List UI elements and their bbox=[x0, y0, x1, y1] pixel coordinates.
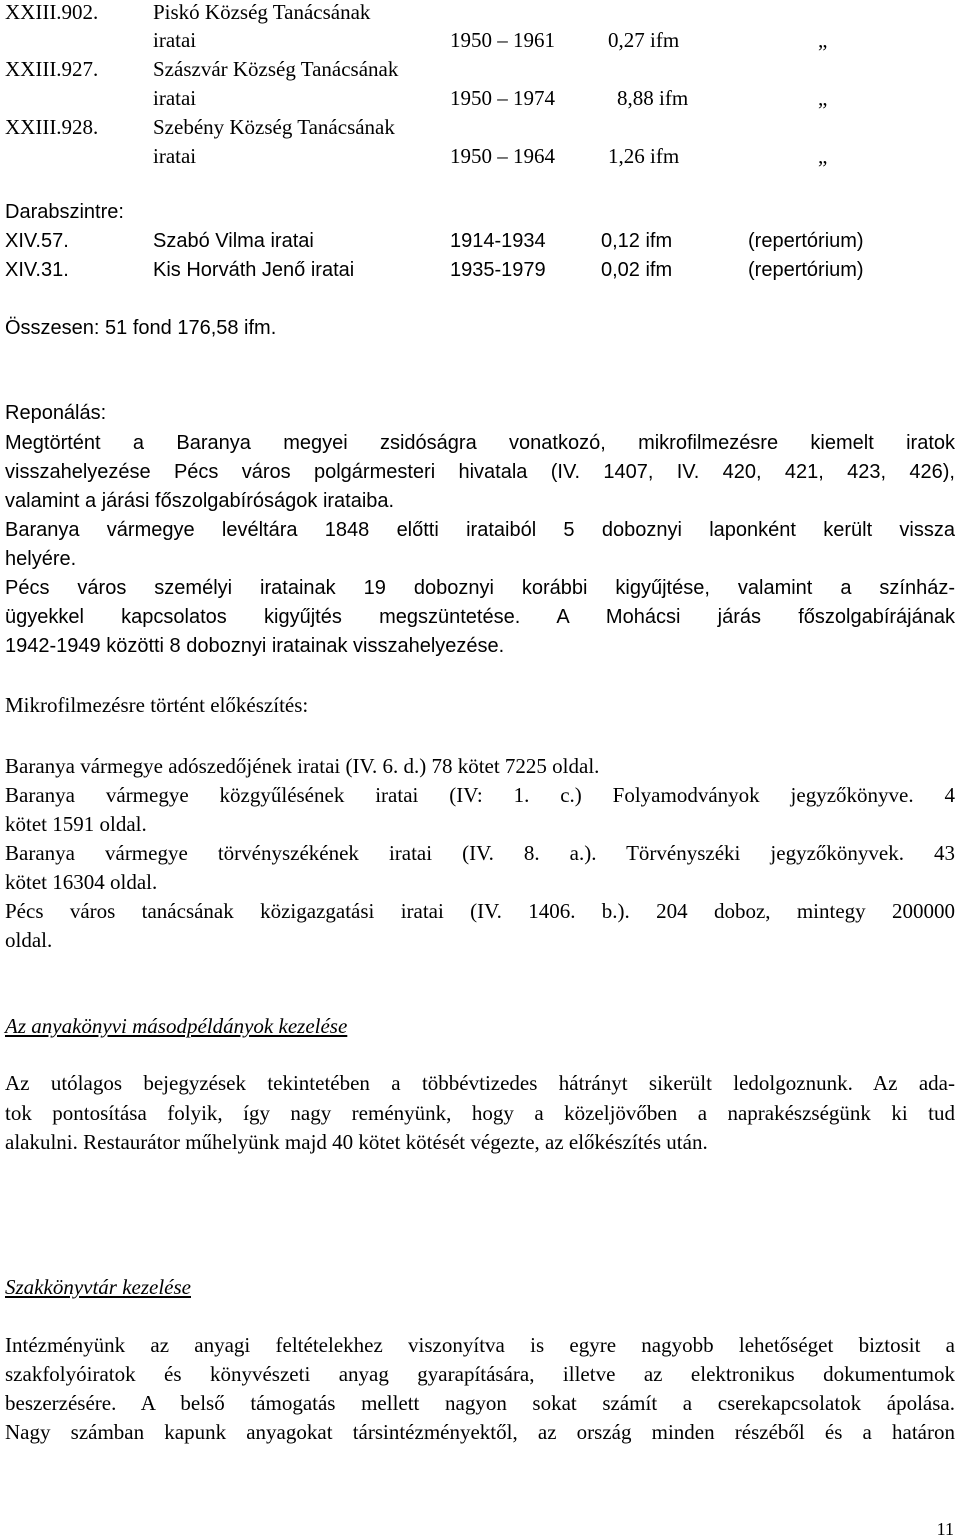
fond-size: 0,12 ifm bbox=[601, 230, 673, 252]
list-item-continuation: oldal. bbox=[5, 928, 53, 952]
fond-note: (repertórium) bbox=[748, 230, 864, 252]
paragraph-line: valamint a járási főszolgabíróságok irataiba. bbox=[5, 490, 395, 512]
list-item: Baranya vármegye törvényszékének iratai (IV. 8. a.). Törvényszéki jegyzőkönyvek. 43 bbox=[5, 841, 955, 865]
paragraph-line: Baranya vármegye levéltára 1848 előtti irataiból 5 doboznyi laponként került vissza bbox=[5, 519, 955, 541]
fond-note: (repertórium) bbox=[748, 259, 864, 281]
list-item: Baranya vármegye közgyűlésének iratai (IV: 1. c.) Folyamodványok jegyzőkönyve. 4 bbox=[5, 783, 955, 807]
paragraph-line: 1942-1949 közötti 8 doboznyi iratainak visszahelyezése. bbox=[5, 635, 505, 657]
paragraph-line: tok pontosítása folyik, így nagy reményünk, hogy a közeljövőben a naprakészségünk ki tud bbox=[5, 1101, 955, 1125]
fond-name: Szászvár Község Tanácsának bbox=[153, 57, 399, 81]
fond-code: XXIII.927. bbox=[5, 57, 99, 81]
paragraph-line: Intézményünk az anyagi feltételekhez viszonyítva is egyre nagyobb lehetőséget biztosit a bbox=[5, 1333, 955, 1357]
paragraph-line: beszerzésére. A belső támogatás mellett nagyon sokat számít a cserekapcsolatok ápolása. bbox=[5, 1391, 955, 1415]
fond-years: 1914-1934 bbox=[450, 230, 546, 252]
paragraph-line: ügyekkel kapcsolatos kigyűjtés megszüntetése. A Mohácsi járás főszolgabírájának bbox=[5, 606, 955, 628]
fond-years: 1950 – 1974 bbox=[450, 86, 555, 110]
section-title: Mikrofilmezésre történt előkészítés: bbox=[5, 693, 309, 717]
list-item: Baranya vármegye adószedőjének iratai (IV. 6. d.) 78 kötet 7225 oldal. bbox=[5, 754, 600, 778]
fond-code: XIV.31. bbox=[5, 259, 69, 281]
page-number: 11 bbox=[936, 1519, 954, 1539]
ditto-mark: „ bbox=[818, 86, 828, 110]
fond-size: 0,02 ifm bbox=[601, 259, 673, 281]
fond-years: 1950 – 1964 bbox=[450, 144, 555, 168]
section-label: Darabszintre: bbox=[5, 201, 124, 223]
fond-sub: iratai bbox=[153, 28, 197, 52]
section-heading: Az anyakönyvi másodpéldányok kezelése bbox=[5, 1014, 348, 1038]
fond-name: Szebény Község Tanácsának bbox=[153, 115, 395, 139]
fond-name: Kis Horváth Jenő iratai bbox=[153, 259, 355, 281]
paragraph-line: Megtörtént a Baranya megyei zsidóságra vonatkozó, mikrofilmezésre kiemelt iratok bbox=[5, 432, 955, 454]
fond-years: 1950 – 1961 bbox=[450, 28, 555, 52]
fond-size: 0,27 ifm bbox=[608, 28, 680, 52]
fond-size: 1,26 ifm bbox=[608, 144, 680, 168]
paragraph-line: Az utólagos bejegyzések tekintetében a többévtizedes hátrányt sikerült ledolgoznunk. Az ada- bbox=[5, 1071, 955, 1095]
section-heading: Szakkönyvtár kezelése bbox=[5, 1275, 191, 1299]
fond-code: XXIII.928. bbox=[5, 115, 99, 139]
paragraph-line: szakfolyóiratok és könyvészeti anyag gyarapítására, illetve az elektronikus dokumentumok bbox=[5, 1362, 955, 1386]
paragraph-line: visszahelyezése Pécs város polgármesteri hivatala (IV. 1407, IV. 420, 421, 423, 426), bbox=[5, 461, 955, 483]
fond-size: 8,88 ifm bbox=[617, 86, 689, 110]
section-title: Reponálás: bbox=[5, 402, 107, 424]
ditto-mark: „ bbox=[818, 28, 828, 52]
list-item-continuation: kötet 16304 oldal. bbox=[5, 870, 158, 894]
fond-code: XIV.57. bbox=[5, 230, 69, 252]
fond-sub: iratai bbox=[153, 86, 197, 110]
total-summary: Összesen: 51 fond 176,58 ifm. bbox=[5, 317, 277, 339]
paragraph-line: helyére. bbox=[5, 548, 77, 570]
fond-sub: iratai bbox=[153, 144, 197, 168]
list-item-continuation: kötet 1591 oldal. bbox=[5, 812, 147, 836]
fond-name: Piskó Község Tanácsának bbox=[153, 0, 371, 24]
fond-name: Szabó Vilma iratai bbox=[153, 230, 314, 252]
fond-code: XXIII.902. bbox=[5, 0, 99, 24]
paragraph-line: Nagy számban kapunk anyagokat társintézményektől, az ország minden részéből és a határon bbox=[5, 1420, 955, 1444]
paragraph-line: Pécs város személyi iratainak 19 doboznyi korábbi kigyűjtése, valamint a színház- bbox=[5, 577, 955, 599]
list-item: Pécs város tanácsának közigazgatási iratai (IV. 1406. b.). 204 doboz, mintegy 200000 bbox=[5, 899, 955, 923]
ditto-mark: „ bbox=[818, 144, 828, 168]
paragraph-line: alakulni. Restaurátor műhelyünk majd 40 kötet kötését végezte, az előkészítés után. bbox=[5, 1130, 708, 1154]
fond-years: 1935-1979 bbox=[450, 259, 546, 281]
